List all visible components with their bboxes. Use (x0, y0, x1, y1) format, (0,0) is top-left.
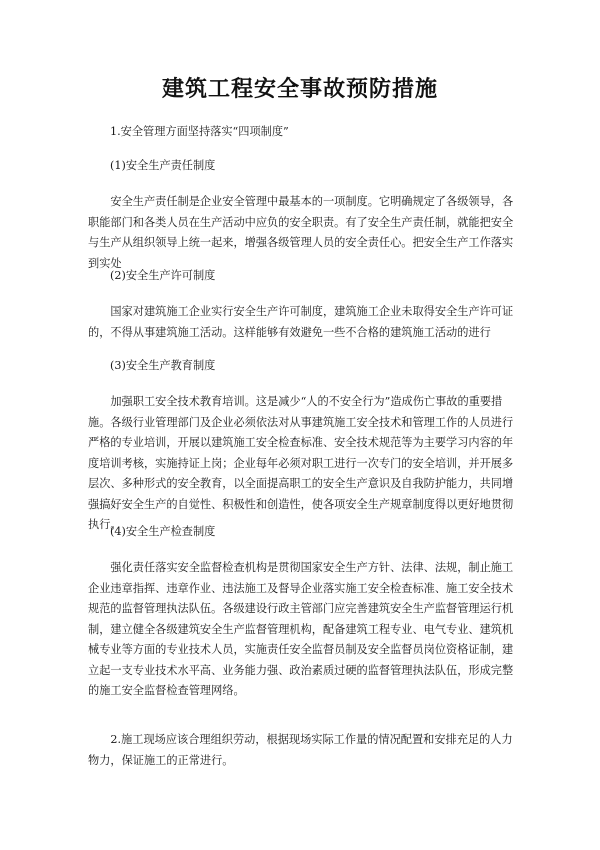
section-1-heading: 1.安全管理方面坚持落实“四项制度” (110, 125, 289, 138)
subsection-1-text: 安全生产责任制是企业安全管理中最基本的一项制度。它明确规定了各级领导，各职能部门和各类人员在生产活动中应负的安全职责。有了安全生产责任制，就能把安全与生产从组织领导上统一起来，增强各级管理人员的安全责任心。把安全生产工作落实到实处 (88, 195, 514, 270)
subsection-2-heading: (2)安全生产许可制度 (110, 269, 216, 282)
subsection-2-text: 国家对建筑施工企业实行安全生产许可制度，建筑施工企业未取得安全生产许可证的，不得从事建筑施工活动。这样能够有效避免一些不合格的建筑施工活动的进行 (88, 305, 514, 339)
section-2-text: 2.施工现场应该合理组织劳动，根据现场实际工作量的情况配置和安排充足的人力物力，保证施工的正常进行。 (88, 733, 513, 767)
subsection-3-heading: (3)安全生产教育制度 (110, 359, 216, 372)
subsection-1-heading: (1)安全生产责任制度 (110, 159, 216, 172)
subsection-4-heading: (4)安全生产检查制度 (110, 525, 216, 538)
subsection-4-text: 强化责任落实安全监督检查机构是贯彻国家安全生产方针、法律、法规，制止施工企业违章指挥、违章作业、违法施工及督导企业落实施工安全检查标准、施工安全技术规范的监督管理执法队伍。各级建设行政主管部门应完善建筑安全生产监督管理运行机制，建立健全各级建筑安全生产监督管理机构，配备建筑工程专业、电气专业、建筑机械专业等方面的专业技术人员，实施责任安全监督员制及安全监督员岗位资格证制，建立起一支专业技术水平高、业务能力强、政治素质过硬的监督管理执法队伍，形成完整的施工安全监督检查管理网络。 (88, 561, 514, 697)
subsection-3-text: 加强职工安全技术教育培训。这是减少“人的不安全行为”造成伤亡事故的重要措施。各级行业管理部门及企业必须依法对从事建筑施工安全技术和管理工作的人员进行严格的专业培训，开展以建筑施工安全检查标准、安全技术规范等为主要学习内容的年度培训考核，实施持证上岗；企业每年必须对职工进行一次专门的安全培训，并开展多层次、多种形式的安全教育，以全面提高职工的安全生产意识及自我防护能力，共同增强搞好安全生产的自觉性、积极性和创造性，使各项安全生产规章制度得以更好地贯彻执行。 (88, 395, 514, 531)
document-title: 建筑工程安全事故预防措施 (161, 76, 438, 102)
